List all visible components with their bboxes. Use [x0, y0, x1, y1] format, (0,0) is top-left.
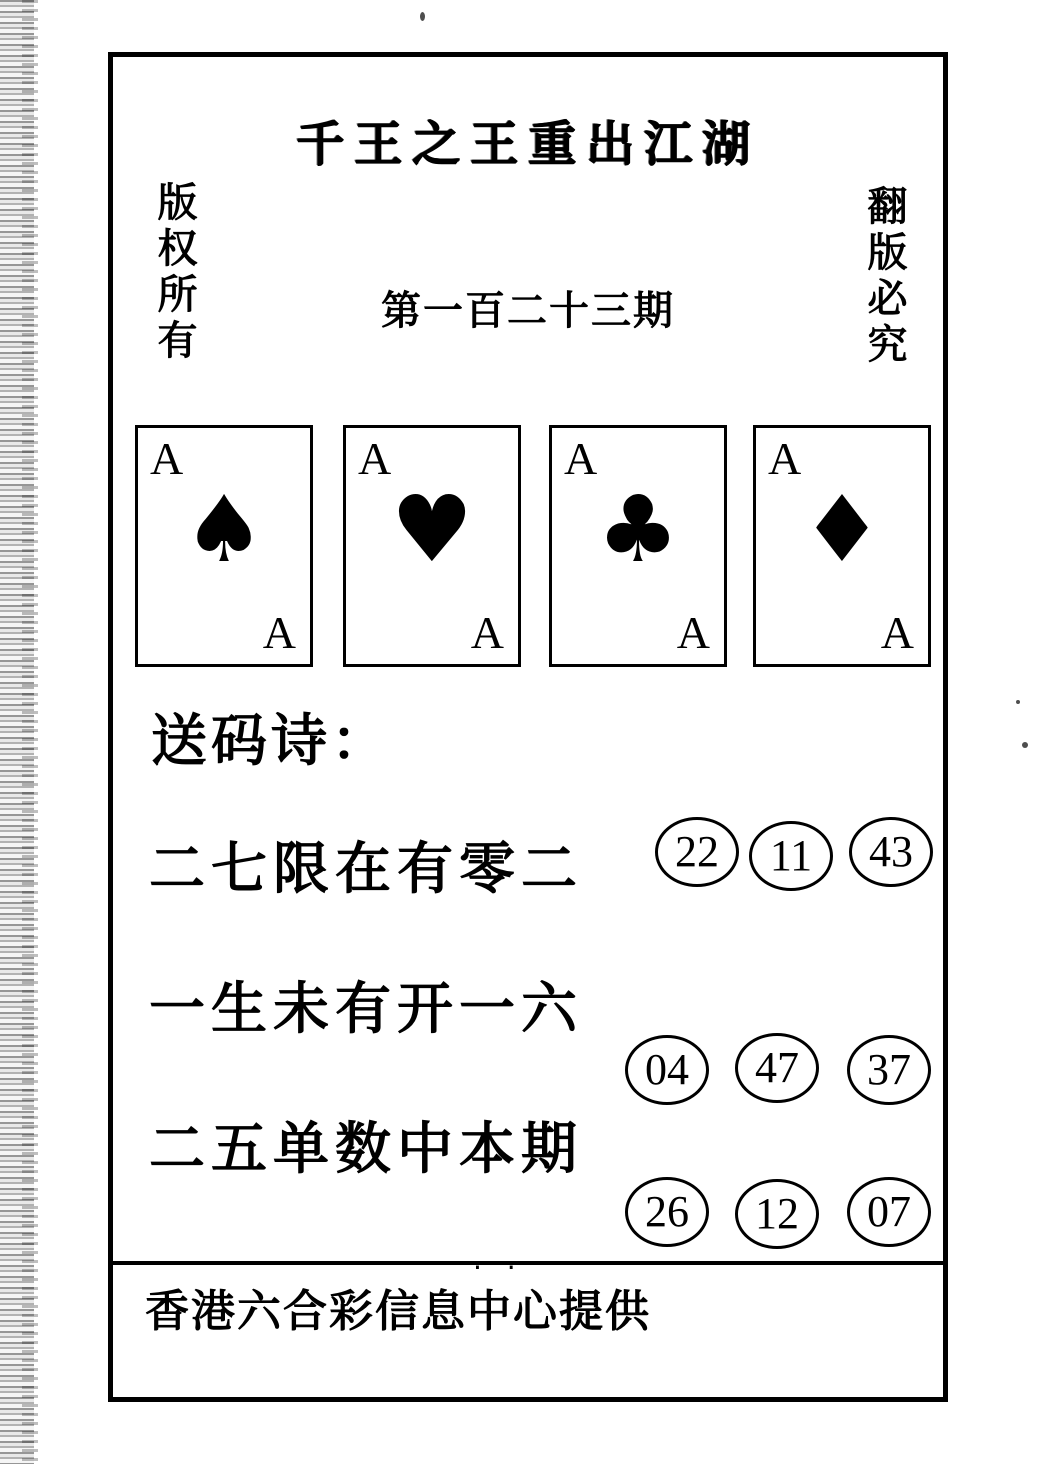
number-ball: 26	[625, 1177, 709, 1247]
number-ball: 43	[849, 817, 933, 887]
playing-card-diamond	[753, 425, 931, 667]
card-rank-top: A	[358, 433, 392, 484]
issue-number: 第一百二十三期	[381, 288, 675, 334]
card-rank-bottom: A	[262, 607, 296, 658]
scan-dots: . .	[473, 1243, 524, 1276]
page-title: 千王之王重出江湖	[295, 116, 760, 172]
diamond-icon: ♦	[800, 476, 884, 583]
poem-line-3: 二五单数中本期	[149, 1117, 583, 1182]
scan-speck	[420, 12, 425, 21]
card-row	[135, 425, 931, 667]
playing-card-club	[549, 425, 727, 667]
copyright-note-right: 翻版必究	[861, 185, 907, 369]
footer-divider	[113, 1261, 943, 1265]
number-ball: 04	[625, 1035, 709, 1105]
number-ball: 12	[735, 1179, 819, 1249]
number-ball: 07	[847, 1177, 931, 1247]
copyright-note-left: 版权所有	[151, 181, 197, 365]
heart-icon: ♥	[390, 476, 474, 583]
card-rank-top: A	[768, 433, 802, 484]
club-icon: ♣	[596, 476, 680, 583]
scan-speck	[1016, 700, 1020, 704]
card-rank-top: A	[150, 433, 184, 484]
poem-label: 送码诗：	[151, 709, 391, 774]
poem-line-1: 二七限在有零二	[149, 837, 583, 902]
spade-icon: ♠	[182, 476, 266, 583]
card-rank-bottom: A	[880, 607, 914, 658]
scan-edge-noise-secondary	[22, 0, 38, 1464]
footer-text: 香港六合彩信息中心提供	[145, 1286, 651, 1337]
number-ball: 37	[847, 1035, 931, 1105]
poster-card	[108, 52, 948, 1402]
card-rank-bottom: A	[676, 607, 710, 658]
card-rank-top: A	[564, 433, 598, 484]
scan-speck	[1022, 742, 1028, 748]
number-ball: 22	[655, 817, 739, 887]
number-ball: 11	[749, 821, 833, 891]
number-ball: 47	[735, 1033, 819, 1103]
playing-card-spade	[135, 425, 313, 667]
card-rank-bottom: A	[470, 607, 504, 658]
playing-card-heart	[343, 425, 521, 667]
poem-line-2: 一生未有开一六	[149, 977, 583, 1042]
